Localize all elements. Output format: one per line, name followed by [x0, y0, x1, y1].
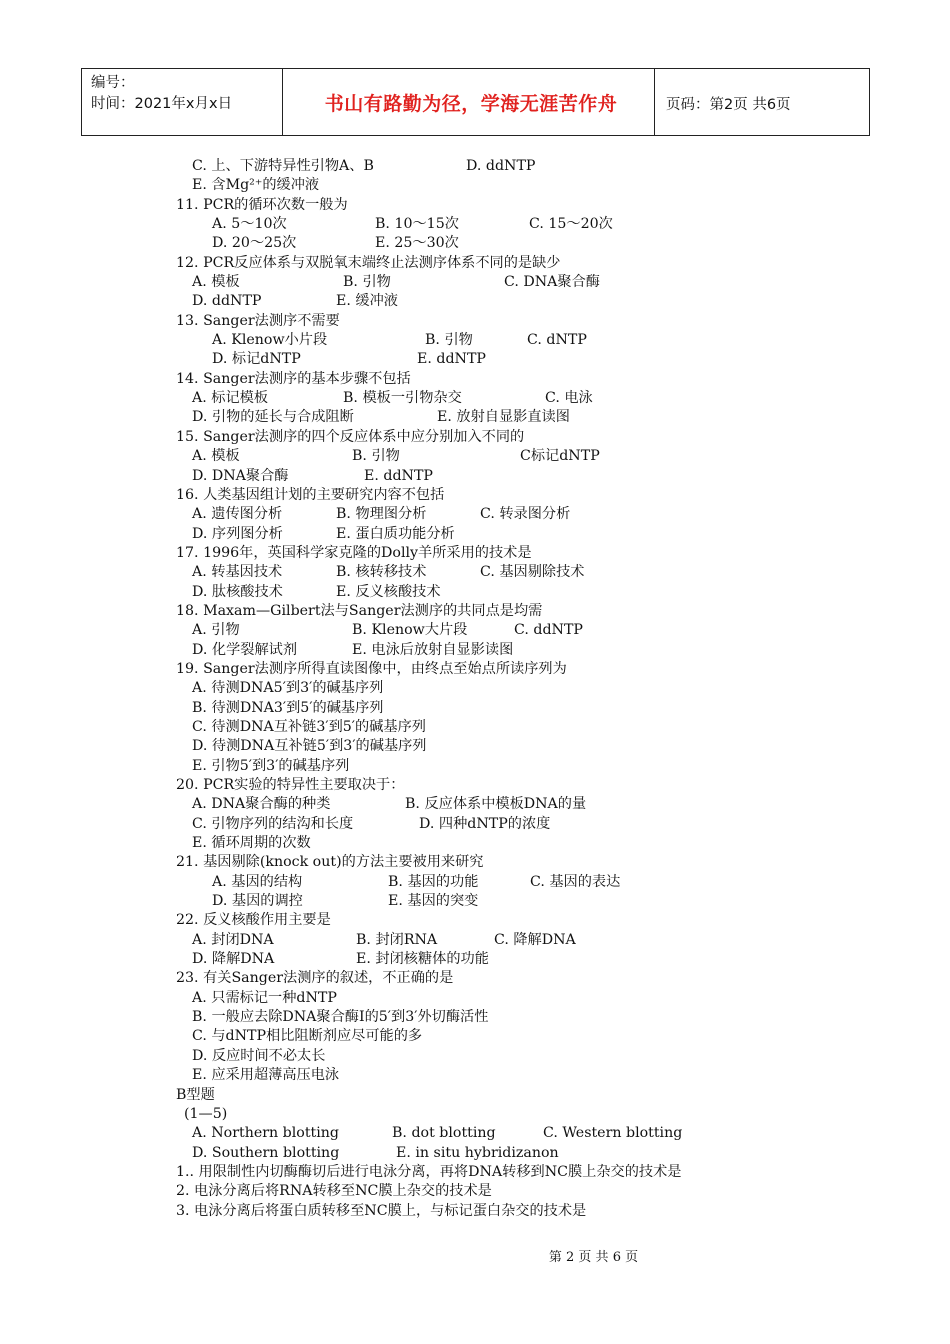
text-line [0, 969, 950, 988]
text-line [0, 621, 950, 640]
text-line [0, 853, 950, 872]
text-segment: C. 基因的表达 [530, 873, 621, 890]
text-segment: E. 电泳后放射自显影读图 [352, 641, 514, 658]
text-line [0, 1124, 950, 1143]
text-segment: B. 10～15次 [375, 216, 459, 233]
text-line [0, 737, 950, 756]
text-segment: 15. Sanger法测序的四个反应体系中应分别加入不同的 [176, 428, 525, 445]
text-line [0, 1202, 950, 1221]
header-border-right [869, 69, 870, 135]
text-line [0, 1182, 950, 1201]
text-line [0, 370, 950, 389]
text-line [0, 312, 950, 331]
text-line [0, 563, 950, 582]
text-line [0, 699, 950, 718]
text-line [0, 1066, 950, 1085]
text-segment: C标记dNTP [520, 448, 600, 465]
text-segment: 17. 1996年，英国科学家克隆的Dolly羊所采用的技术是 [176, 544, 532, 561]
text-segment: E. 缓冲液 [336, 293, 398, 310]
text-segment: A. 封闭DNA [192, 931, 274, 948]
text-segment: E. 封闭核糖体的功能 [356, 951, 489, 968]
text-line [0, 931, 950, 950]
text-segment: C. Western blotting [543, 1125, 683, 1142]
text-line [0, 408, 950, 427]
text-line [0, 234, 950, 253]
text-segment: E. 25～30次 [375, 235, 459, 252]
question-list [0, 157, 950, 1221]
text-segment: A. 待测DNA5′到3′的碱基序列 [192, 680, 384, 697]
text-line [0, 1008, 950, 1027]
text-segment: A. 基因的结构 [212, 873, 303, 890]
text-line [0, 1105, 950, 1124]
text-line [0, 525, 950, 544]
text-segment: 11. PCR的循环次数一般为 [176, 196, 348, 213]
text-segment: A. 模板 [192, 274, 240, 291]
text-line [0, 641, 950, 660]
text-segment: 14. Sanger法测序的基本步骤不包括 [176, 370, 411, 387]
text-segment: 13. Sanger法测序不需要 [176, 312, 340, 329]
text-line [0, 176, 950, 195]
text-segment: B. 物理图分析 [336, 506, 427, 523]
text-line [0, 331, 950, 350]
text-segment: D. 引物的延长与合成阻断 [192, 409, 354, 426]
text-segment: 12. PCR反应体系与双脱氧末端终止法测序体系不同的是缺少 [176, 254, 561, 271]
text-line [0, 815, 950, 834]
text-segment: D. 四种dNTP的浓度 [419, 815, 551, 832]
text-line [0, 215, 950, 234]
text-line [0, 660, 950, 679]
text-segment: C. 上、下游特异性引物A、B [192, 158, 374, 174]
text-segment: (1—5) [184, 1105, 228, 1122]
text-segment: A. 标记模板 [192, 390, 269, 407]
text-segment: C. 基因剔除技术 [480, 564, 585, 581]
text-segment: 2. 电泳分离后将RNA转移至NC膜上杂交的技术是 [176, 1183, 492, 1200]
text-segment: A. Northern blotting [192, 1125, 339, 1142]
text-segment: D. ddNTP [466, 158, 536, 174]
text-line [0, 776, 950, 795]
text-line [0, 679, 950, 698]
text-segment: A. 遗传图分析 [192, 506, 283, 523]
text-line [0, 544, 950, 563]
text-line [0, 157, 950, 176]
text-line [0, 1086, 950, 1105]
text-segment: B. 引物 [352, 448, 400, 465]
text-line [0, 911, 950, 930]
text-segment: B型题 [176, 1086, 215, 1103]
header-table [81, 68, 870, 136]
text-segment: C. dNTP [527, 332, 587, 349]
text-segment: D. 待测DNA互补链5′到3′的碱基序列 [192, 738, 427, 755]
text-segment: E. 含Mg²⁺的缓冲液 [192, 177, 320, 194]
text-segment: D. 化学裂解试剂 [192, 641, 298, 658]
header-time-label: 时间：2021年x月x日 [91, 96, 233, 112]
text-segment: 1.. 用限制性内切酶酶切后进行电泳分离，再将DNA转移到NC膜上杂交的技术是 [176, 1163, 682, 1180]
text-line [0, 795, 950, 814]
text-segment: D. 降解DNA [192, 951, 275, 968]
text-segment: B. 待测DNA3′到5′的碱基序列 [192, 699, 384, 716]
header-divider-1 [282, 69, 283, 135]
text-segment: E. in situ hybridizanon [396, 1144, 559, 1161]
text-line [0, 505, 950, 524]
text-segment: 19. Sanger法测序所得直读图像中，由终点至始点所读序列为 [176, 660, 567, 677]
text-segment: E. ddNTP [364, 467, 433, 484]
text-line [0, 1144, 950, 1163]
text-segment: B. 反应体系中模板DNA的量 [405, 796, 587, 813]
text-segment: 22. 反义核酸作用主要是 [176, 912, 331, 929]
text-segment: E. 循环周期的次数 [192, 835, 311, 852]
text-segment: A. 引物 [192, 622, 240, 639]
text-line [0, 254, 950, 273]
text-line [0, 1047, 950, 1066]
text-segment: C. 引物序列的结沟和长度 [192, 815, 354, 832]
header-motto: 书山有路勤为径，学海无涯苦作舟 [324, 93, 618, 115]
text-line [0, 292, 950, 311]
header-info [91, 73, 232, 115]
text-segment: D. DNA聚合酶 [192, 467, 289, 484]
text-line [0, 718, 950, 737]
text-segment: B. 封闭RNA [356, 931, 438, 948]
text-segment: A. 模板 [192, 448, 240, 465]
text-segment: 20. PCR实验的特异性主要取决于： [176, 777, 405, 793]
text-line [0, 892, 950, 911]
text-segment: C. 15～20次 [529, 216, 613, 233]
text-line [0, 834, 950, 853]
text-segment: C. 电泳 [545, 390, 593, 407]
header-id-label: 编号： [91, 75, 135, 91]
text-segment: B. 模板一引物杂交 [343, 390, 462, 407]
text-segment: 16. 人类基因组计划的主要研究内容不包括 [176, 486, 445, 503]
text-segment: C. 转录图分析 [480, 506, 571, 523]
text-segment: A. 转基因技术 [192, 564, 283, 581]
text-segment: A. 5～10次 [212, 216, 287, 233]
text-segment: E. ddNTP [417, 351, 486, 368]
text-segment: D. 反应时间不必太长 [192, 1047, 326, 1064]
text-segment: D. 20～25次 [212, 235, 297, 252]
text-segment: D. ddNTP [192, 293, 262, 310]
text-segment: A. DNA聚合酶的种类 [192, 796, 331, 813]
text-line [0, 583, 950, 602]
text-segment: A. 只需标记一种dNTP [192, 989, 337, 1006]
text-line [0, 467, 950, 486]
text-line [0, 950, 950, 969]
text-segment: D. Southern blotting [192, 1144, 340, 1161]
text-segment: D. 基因的调控 [212, 893, 303, 910]
text-line [0, 196, 950, 215]
text-segment: B. Klenow大片段 [352, 622, 468, 639]
text-line [0, 273, 950, 292]
text-line [0, 447, 950, 466]
text-segment: E. 放射自显影直读图 [437, 409, 570, 426]
text-line [0, 989, 950, 1008]
text-segment: E. 引物5′到3′的碱基序列 [192, 757, 350, 774]
text-line [0, 873, 950, 892]
text-segment: B. 引物 [425, 332, 473, 349]
text-segment: B. 一般应去除DNA聚合酶Ⅰ的5′到3′外切酶活性 [192, 1009, 489, 1026]
text-segment: C. DNA聚合酶 [504, 274, 600, 291]
text-segment: B. dot blotting [392, 1125, 496, 1142]
text-segment: 23. 有关Sanger法测序的叙述，不正确的是 [176, 970, 454, 987]
header-page-label: 页码：第2页 共6页 [666, 97, 791, 113]
text-segment: E. 蛋白质功能分析 [336, 525, 455, 542]
text-segment: C. 待测DNA互补链3′到5′的碱基序列 [192, 718, 426, 735]
text-segment: D. 序列图分析 [192, 525, 283, 542]
text-line [0, 1163, 950, 1182]
text-segment: E. 应采用超薄高压电泳 [192, 1067, 340, 1084]
text-segment: B. 核转移技术 [336, 564, 427, 581]
header-border-left [81, 69, 82, 135]
text-segment: E. 反义核酸技术 [336, 583, 441, 600]
text-segment: D. 标记dNTP [212, 351, 301, 368]
text-segment: C. 与dNTP相比阻断剂应尽可能的多 [192, 1028, 423, 1045]
text-segment: C. 降解DNA [494, 931, 576, 948]
text-segment: D. 肽核酸技术 [192, 583, 283, 600]
text-line [0, 389, 950, 408]
text-segment: C. ddNTP [514, 622, 583, 639]
text-segment: B. 引物 [343, 274, 391, 291]
text-line [0, 428, 950, 447]
text-line [0, 757, 950, 776]
text-line [0, 486, 950, 505]
text-segment: B. 基因的功能 [388, 873, 479, 890]
text-segment: 21. 基因剔除(knock out)的方法主要被用来研究 [176, 854, 484, 871]
text-segment: E. 基因的突变 [388, 893, 479, 910]
text-segment: 3. 电泳分离后将蛋白质转移至NC膜上，与标记蛋白杂交的技术是 [176, 1202, 587, 1219]
text-line [0, 1027, 950, 1046]
text-segment: 18. Maxam—Gilbert法与Sanger法测序的共同点是均需 [176, 602, 543, 619]
text-line [0, 602, 950, 621]
text-segment: A. Klenow小片段 [212, 332, 328, 349]
text-line [0, 350, 950, 369]
page-footer: 第 2 页 共 6 页 [548, 1250, 639, 1265]
